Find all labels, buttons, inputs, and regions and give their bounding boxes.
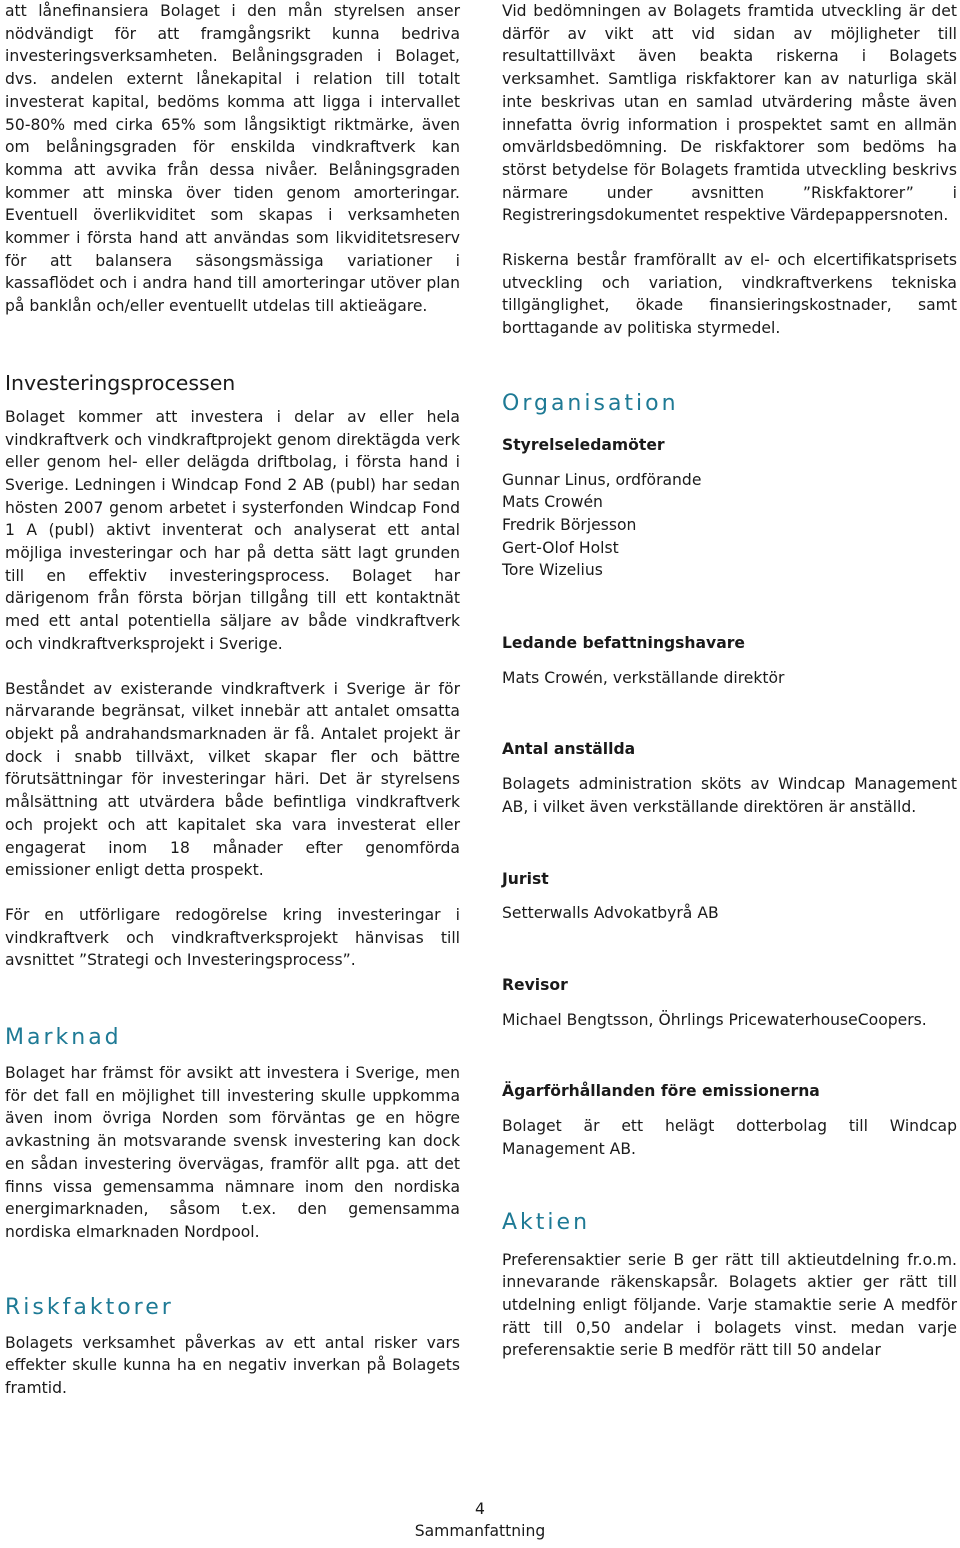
page-number: 4 — [475, 1500, 485, 1518]
riskfaktorer-paragraph-continued: Vid bedömningen av Bolagets framtida utveckling är det därför av vikt att vid sidan av möjligheter till resultattillväxt även beakta riskerna i Bolagets verksamhet. Samtliga riskfaktorer kan av naturliga skäl inte beskrivas utan en samlad utvärdering måste även innefatta övrig information i prospektet samt en allmän omvärldsbedömning. De riskfaktorer som bedöms ha störst betydelse för Bolagets framtida utveckling beskrivs närmare under avsnitten ”Riskfaktorer” i Registreringsdokumentet respektive Värdepappersnoten. — [502, 2, 957, 225]
marknad-heading: Marknad — [5, 1025, 122, 1051]
antal-anstallda-heading: Antal anställda — [502, 740, 636, 759]
aktien-paragraph: Preferensaktier serie B ger rätt till aktieutdelning fr.o.m. innevarande räkenskapsår. Bolagets aktier ger rätt till utdelning enligt följande. Varje stamaktie serie A medför rätt till 0,50 andelar i bolagets vinst. medan varje preferensaktie serie B medför rätt till 50 andelar — [502, 1250, 957, 1360]
ledande-befattningshavare-heading: Ledande befattningshavare — [502, 634, 745, 653]
board-member: Gunnar Linus, ordförande — [502, 470, 702, 489]
right-column — [502, 0, 957, 1362]
revisor-text: Michael Bengtsson, Öhrlings PricewaterhouseCoopers. — [502, 1010, 927, 1029]
jurist-heading: Jurist — [502, 869, 549, 888]
investeringsprocessen-paragraph-3: För en utförligare redogörelse kring investeringar i vindkraftverk och vindkraftverksprojekt hänvisas till avsnittet ”Strategi och Investeringsprocess”. — [5, 905, 460, 970]
organisation-heading: Organisation — [502, 390, 679, 416]
intro-paragraph: att lånefinansiera Bolaget i den mån styrelsen anser nödvändigt för att framgångsrikt kunna bedriva investeringsverksamheten. Belåningsgraden i Bolaget, dvs. andelen externt lånekapital i relation till totalt investerat kapital, bedöms komma att ligga i intervallet 50-80% med cirka 65% som långsiktigt riktmärke, även om belåningsgraden för enskilda vindkraftverk kan komma att avvika från dessa nivåer. Belåningsgraden kommer att minska över tiden genom amorteringar. Eventuell överlikviditet som skapas i verksamheten kommer i första hand att användas som likviditetsreserv för att balansera säsongsmässiga variationer i kassaflödet och i andra hand till amorteringar utöver plan på banklån och/eller eventuellt utdelas till aktieägare. — [5, 2, 460, 316]
jurist-text: Setterwalls Advokatbyrå AB — [502, 904, 719, 923]
board-member: Gert-Olof Holst — [502, 538, 619, 557]
agarforhallanden-text: Bolaget är ett helägt dotterbolag till Windcap Management AB. — [502, 1117, 957, 1158]
board-member: Tore Wizelius — [502, 561, 603, 580]
riskfaktorer-heading: Riskfaktorer — [5, 1294, 174, 1320]
left-column — [5, 0, 460, 1400]
revisor-heading: Revisor — [502, 975, 568, 994]
investeringsprocessen-paragraph-1: Bolaget kommer att investera i delar av eller hela vindkraftverk och vindkraftprojekt genom direktägda verk eller genom hel- eller delägda driftbolag, i första hand i Sverige. Ledningen i Windcap Fond 2 AB (publ) har sedan hösten 2007 genom arbetet i systerfonden Windcap Fond 1 A (publ) aktivt inventerat och analyserat ett antal möjliga investeringar och har på detta sätt lagt grunden till en effektiv investeringsprocess. Bolaget har därigenom från första början tillgång till ett kontaktnät med ett antal potentiella säljare av både vindkraftverk och vindkraftverksprojekt i Sverige. — [5, 407, 460, 653]
board-member: Mats Crowén — [502, 493, 603, 512]
board-member-list — [502, 469, 957, 583]
section-name: Sammanfattning — [414, 1522, 546, 1540]
antal-anstallda-text: Bolagets administration sköts av Windcap Management AB, i vilket även verkställande direktören är anställd. — [502, 775, 957, 816]
styrelseledamoter-heading: Styrelseledamöter — [502, 435, 665, 454]
marknad-paragraph: Bolaget har främst för avsikt att investera i Sverige, men för det fall en möjlighet till investering skulle uppkomma även inom övriga Norden som förväntas ge en högre avkastning än motsvarande svensk investering kan dock en sådan investering övervägas, framför allt pga. att det finns vissa gemensamma nämnare inom den nordiska energimarknaden, såsom t.ex. den gemensamma nordiska elmarknaden Nordpool. — [5, 1064, 460, 1241]
investeringsprocessen-heading: Investeringsprocessen — [5, 370, 236, 395]
investeringsprocessen-paragraph-2: Beståndet av existerande vindkraftverk i Sverige är för närvarande begränsat, vilket innebär att antalet omsatta objekt på andrahandsmarknaden är få. Antalet projekt är dock i snabb tillväxt, vilket skapar fler och bättre förutsättningar för investeringar häri. Det är styrelsens målsättning att utvärdera både befintliga vindkraftverk och projekt och att kapitalet ska vara investerat eller engagerat inom 18 månader efter genomförda emissioner enligt detta prospekt. — [5, 679, 460, 880]
riskfaktorer-paragraph-risks: Riskerna består framförallt av el- och elcertifikatsprisets utveckling och variation, vindkraftverkens tekniska tillgänglighet, ökade finansieringskostnader, samt borttagande av politiska styrmedel. — [502, 251, 957, 338]
agarforhallanden-heading: Ägarförhållanden före emissionerna — [502, 1082, 820, 1101]
aktien-heading: Aktien — [502, 1209, 591, 1235]
riskfaktorer-paragraph-start: Bolagets verksamhet påverkas av ett antal risker vars effekter skulle kunna ha en negativ inverkan på Bolagets framtid. — [5, 1333, 460, 1398]
ledande-befattningshavare-text: Mats Crowén, verkställande direktör — [502, 668, 785, 687]
board-member: Fredrik Börjesson — [502, 515, 637, 534]
page-footer — [0, 1498, 960, 1542]
